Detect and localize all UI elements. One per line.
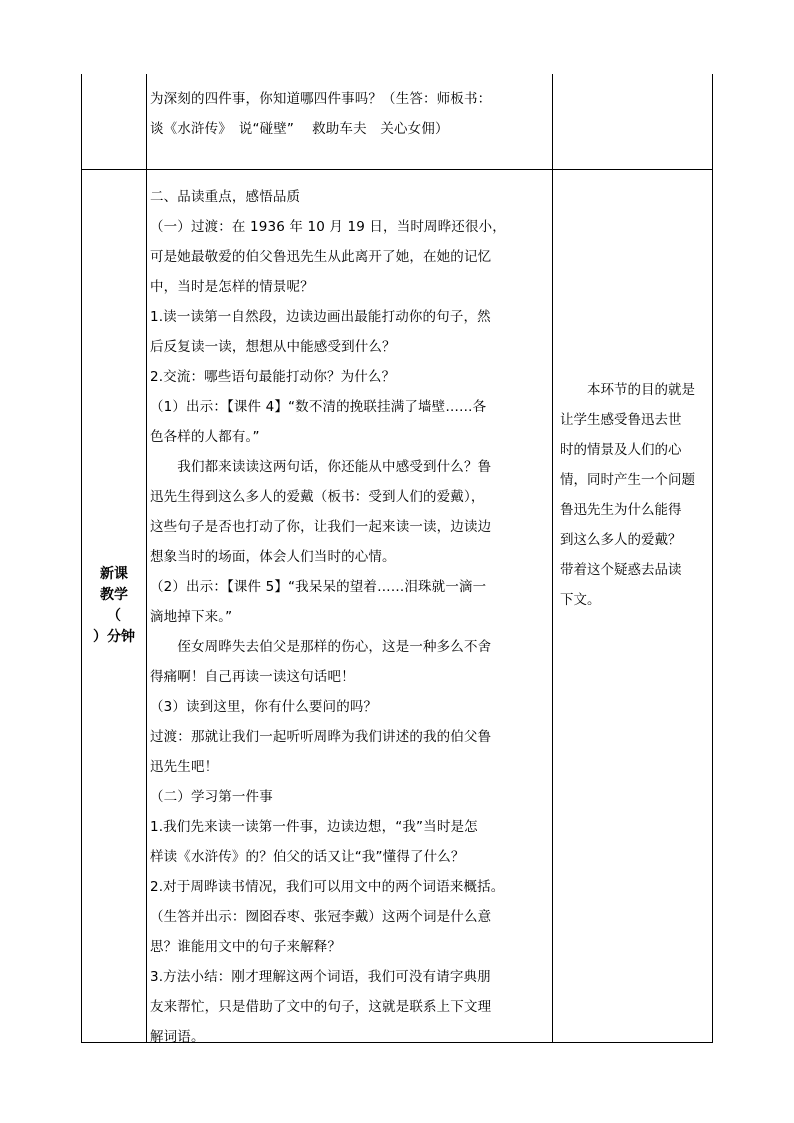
note-line: 时的情景及人们的心	[560, 442, 682, 458]
note-line: 情，同时产生一个问题	[560, 472, 695, 488]
content-line: 二、品读重点，感悟品质	[150, 189, 301, 205]
content-line: 1.我们先来读一读第一件事，边读边想，“我”当时是怎	[150, 819, 478, 835]
note-line: 带着这个疑惑去品读	[560, 562, 682, 578]
table-right-border	[712, 74, 713, 1043]
content-line: 过渡：那就让我们一起听听周晔为我们讲述的我的伯父鲁	[150, 729, 492, 745]
note-line: 鲁迅先生为什么能得	[560, 502, 682, 518]
content-line: （1）出示：【课件 4】“数不清的挽联挂满了墙壁……各	[150, 399, 487, 415]
content-line: 想象当时的场面，体会人们当时的心情。	[150, 549, 396, 565]
section-label: 新课 教学 （ ）分钟	[93, 566, 135, 645]
note-line: 本环节的目的就是	[560, 382, 695, 398]
content-line: 滴地掉下来。”	[150, 609, 233, 625]
lesson-content	[150, 182, 550, 1052]
table-row-divider	[81, 169, 713, 170]
content-line: （二）学习第一件事	[150, 789, 273, 805]
section-label-cell	[82, 170, 146, 1042]
note-line: 下文。	[560, 592, 601, 608]
content-line: 2.交流：哪些语句最能打动你？为什么？	[150, 369, 396, 385]
top-row-content	[150, 84, 550, 144]
content-line: 迅先生吧！	[150, 759, 219, 775]
content-line: 迅先生得到这么多人的爱戴（板书：受到人们的爱戴），	[150, 489, 485, 505]
content-line: 思？谁能用文中的句子来解释？	[150, 939, 342, 955]
content-line: （生答并出示：囫囵吞枣、张冠李戴）这两个词是什么意	[150, 909, 492, 925]
content-line: 1.读一读第一自然段，边读边画出最能打动你的句子，然	[150, 309, 491, 325]
content-line: 友来帮忙，只是借助了文中的句子，这就是联系上下文理	[150, 999, 492, 1015]
design-note	[560, 375, 710, 615]
content-line: 侄女周晔失去伯父是那样的伤心，这是一种多么不舍	[150, 639, 492, 655]
note-line: 到这么多人的爱戴？	[560, 532, 682, 548]
content-line: （2）出示：【课件 5】“我呆呆的望着……泪珠就一滴一	[150, 579, 487, 595]
table-col-divider-1	[146, 74, 147, 1043]
top-row-line: 为深刻的四件事，你知道哪四件事吗？（生答：师板书：	[150, 91, 492, 107]
content-line: 中，当时是怎样的情景呢？	[150, 279, 314, 295]
content-line: 样读《水浒传》的？伯父的话又让“我”懂得了什么？	[150, 849, 465, 865]
content-line: 可是她最敬爱的伯父鲁迅先生从此离开了她，在她的记忆	[150, 249, 492, 265]
content-line: 得痛啊！自己再读一读这句话吧！	[150, 669, 355, 685]
content-line: 色各样的人都有。”	[150, 429, 260, 445]
content-line: （一）过渡：在 1936 年 10 月 19 日，当时周晔还很小，	[150, 219, 506, 235]
content-line: 2.对于周晔读书情况，我们可以用文中的两个词语来概括。	[150, 879, 505, 895]
table-col-divider-2	[552, 74, 553, 1043]
content-line: 这些句子是否也打动了你，让我们一起来读一读，边读边	[150, 519, 492, 535]
content-line: 3.方法小结：刚才理解这两个词语，我们可没有请字典朋	[150, 969, 491, 985]
top-row-line: 谈《水浒传》 说“碰壁” 救助车夫 关心女佣）	[150, 121, 449, 137]
content-line: 解词语。	[150, 1029, 205, 1045]
content-line: 我们都来读读这两句话，你还能从中感受到什么？鲁	[150, 459, 492, 475]
content-line: （3）读到这里，你有什么要问的吗？	[150, 699, 378, 715]
content-line: 后反复读一读，想想从中能感受到什么？	[150, 339, 396, 355]
note-line: 让学生感受鲁迅去世	[560, 412, 682, 428]
